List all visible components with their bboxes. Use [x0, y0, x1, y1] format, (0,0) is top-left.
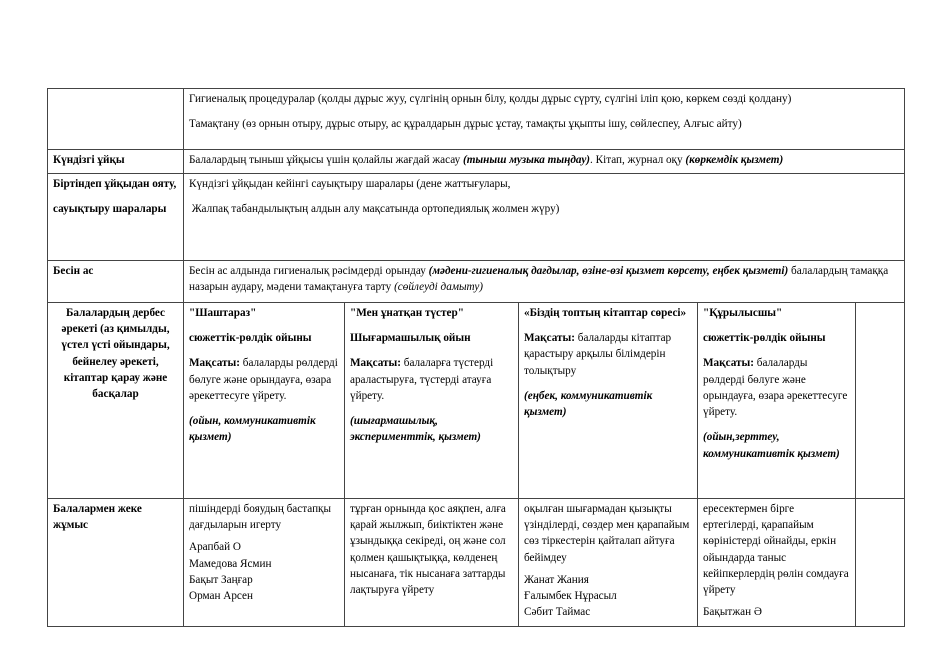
activity-tag: (еңбек, коммуникативтік қызмет) — [524, 389, 653, 419]
activity-title: "Шаштараз" — [189, 307, 257, 319]
activity-tag: (ойын,зерттеу, коммуникативтік қызмет) — [703, 431, 840, 460]
snack-text-1: Бесін ас алдында гигиеналық рәсімдерді орындау — [189, 265, 429, 277]
individual-cell — [519, 499, 698, 627]
row-hygiene — [48, 89, 905, 150]
activity-tag: (шығармашылық, эксперименттік, қызмет) — [350, 415, 481, 444]
daily-plan-table — [47, 88, 905, 627]
row-wake — [48, 174, 905, 261]
child-name: Жанат Жания — [524, 573, 589, 586]
goal-text: балаларды рөлдерді бөлуге және орындауға, өзара әрекеттесуге үйрету. — [189, 357, 338, 402]
goal-label: Мақсаты: — [189, 357, 240, 370]
row-activities — [48, 303, 905, 499]
row-label-snack: Бесін ас — [48, 261, 184, 303]
individual-cell — [345, 499, 519, 627]
individual-task: тұрған орнында қос аяқпен, алға қарай жылжып, биіктіктен және ұзындыққа секіреді, оң және сол қолмен қашықтыққа, көлденең нысанаға, тік нысанаға заттарды лақтыруға үйрету — [350, 503, 506, 597]
activity-subtitle: сюжеттік-рөлдік ойыны — [189, 332, 312, 345]
wake-label-2: сауықтыру шаралары — [53, 203, 167, 216]
snack-text-2-em: (сөйлеуді дамыту) — [394, 281, 484, 294]
child-name: Арапбай О — [189, 541, 241, 554]
child-name: Мамедова Ясмин — [189, 557, 272, 570]
activity-cell — [519, 303, 698, 499]
row-label-activities: Балалардың дербес әрекеті (аз қимылды, үстел үсті ойындары, бейнелеу әрекеті, кітаптар қарау және басқалар — [48, 303, 184, 499]
individual-task: пішіндерді бояудың бастапқы дағдыларын игерту — [189, 503, 332, 532]
activity-title: "Құрылысшы" — [703, 307, 783, 319]
nap-text-1-em: (тыныш музыка тыңдау) — [462, 154, 591, 166]
child-name: Бақытжан Ә — [703, 606, 762, 619]
individual-task: оқылған шығармадан қызықты үзінділерді, сөздер мен қарапайым сөз тіркестерін қайталап айтуға бейімдеу — [524, 503, 690, 564]
nap-text-1: Балалардың тыныш ұйқысы үшін қолайлы жағдай жасау — [189, 154, 463, 166]
row-label-nap: Күндізгі ұйқы — [48, 150, 184, 174]
individual-cell — [184, 499, 345, 627]
activity-title: «Біздің топтың кітаптар сөресі» — [524, 307, 687, 319]
goal-text: балаларға түстерді араластыруға, түстерді атауға үйрету. — [350, 357, 494, 402]
row-snack — [48, 261, 905, 303]
snack-text-2: балалардың тамаққа назарын аудару, мәдени тамақтануға тарту — [189, 265, 889, 294]
activity-tag: (ойын, коммуникативтік қызмет) — [189, 415, 316, 444]
goal-label: Мақсаты: — [524, 332, 575, 345]
hygiene-line-1: Гигиеналық процедуралар (қолды дұрыс жуу, сүлгінің орнын білу, қолды дұрыс сүрту, сүлгіні іліп қою, көркем сөзді қолдану) — [189, 93, 792, 105]
nap-text-2-em: (көркемдік қызмет) — [685, 154, 784, 166]
activity-cell — [698, 303, 856, 499]
row-label-wake — [48, 174, 184, 261]
activity-cell — [345, 303, 519, 499]
wake-content — [184, 174, 905, 261]
individual-task: ересектермен бірге ертегілерді, қарапайым көріністерді ойнайды, еркін ойындарда таныс кейіпкерлердің рөлін сомдауға үйрету — [703, 503, 849, 597]
activity-title: "Мен ұнатқан түстер" — [350, 307, 464, 319]
goal-label: Мақсаты: — [703, 357, 754, 370]
empty-cell — [856, 499, 905, 627]
wake-label-1: Біртіндеп ұйқыдан ояту, — [53, 178, 177, 190]
child-name: Орман Арсен — [189, 590, 253, 603]
nap-text-2: . Кітап, журнал оқу — [590, 154, 686, 166]
wake-line-1: Күндізгі ұйқыдан кейінгі сауықтыру шаралары (дене жаттығулары, — [189, 178, 511, 190]
hygiene-line-2: Тамақтану (өз орнын отыру, дұрыс отыру, ас құралдарын дұрыс ұстау, тамақты ұқыпты ішу, сөйлеспеу, Алғыс айту) — [189, 118, 742, 131]
child-name: Сәбит Таймас — [524, 606, 591, 619]
row-individual — [48, 499, 905, 627]
activity-subtitle: сюжеттік-рөлдік ойыны — [703, 332, 826, 345]
empty-cell — [856, 303, 905, 499]
row-label-hygiene — [48, 89, 184, 150]
row-label-individual: Балалармен жеке жұмыс — [48, 499, 184, 627]
snack-text-1-em: (мәдени-гигиеналық дағдылар, өзіне-өзі қызмет көрсету, еңбек қызметі) — [428, 265, 789, 277]
individual-cell — [698, 499, 856, 627]
snack-content — [184, 261, 905, 303]
wake-line-2: Жалпақ табандылықтың алдын алу мақсатында ортопедиялық жолмен жүру) — [189, 203, 560, 216]
child-name: Ғалымбек Нұрасыл — [524, 590, 617, 603]
activity-subtitle: Шығармашылық ойын — [350, 332, 471, 345]
activity-cell — [184, 303, 345, 499]
goal-text: балаларды кітаптар қарастыру арқылы білімдерін толықтыру — [524, 332, 672, 377]
goal-label: Мақсаты: — [350, 357, 401, 370]
nap-content — [184, 150, 905, 174]
hygiene-content — [184, 89, 905, 150]
goal-text: балаларды рөлдерді бөлуге және орындауға, өзара әрекеттесуге үйрету. — [703, 357, 848, 419]
row-nap — [48, 150, 905, 174]
child-name: Бақыт Заңғар — [189, 573, 253, 586]
